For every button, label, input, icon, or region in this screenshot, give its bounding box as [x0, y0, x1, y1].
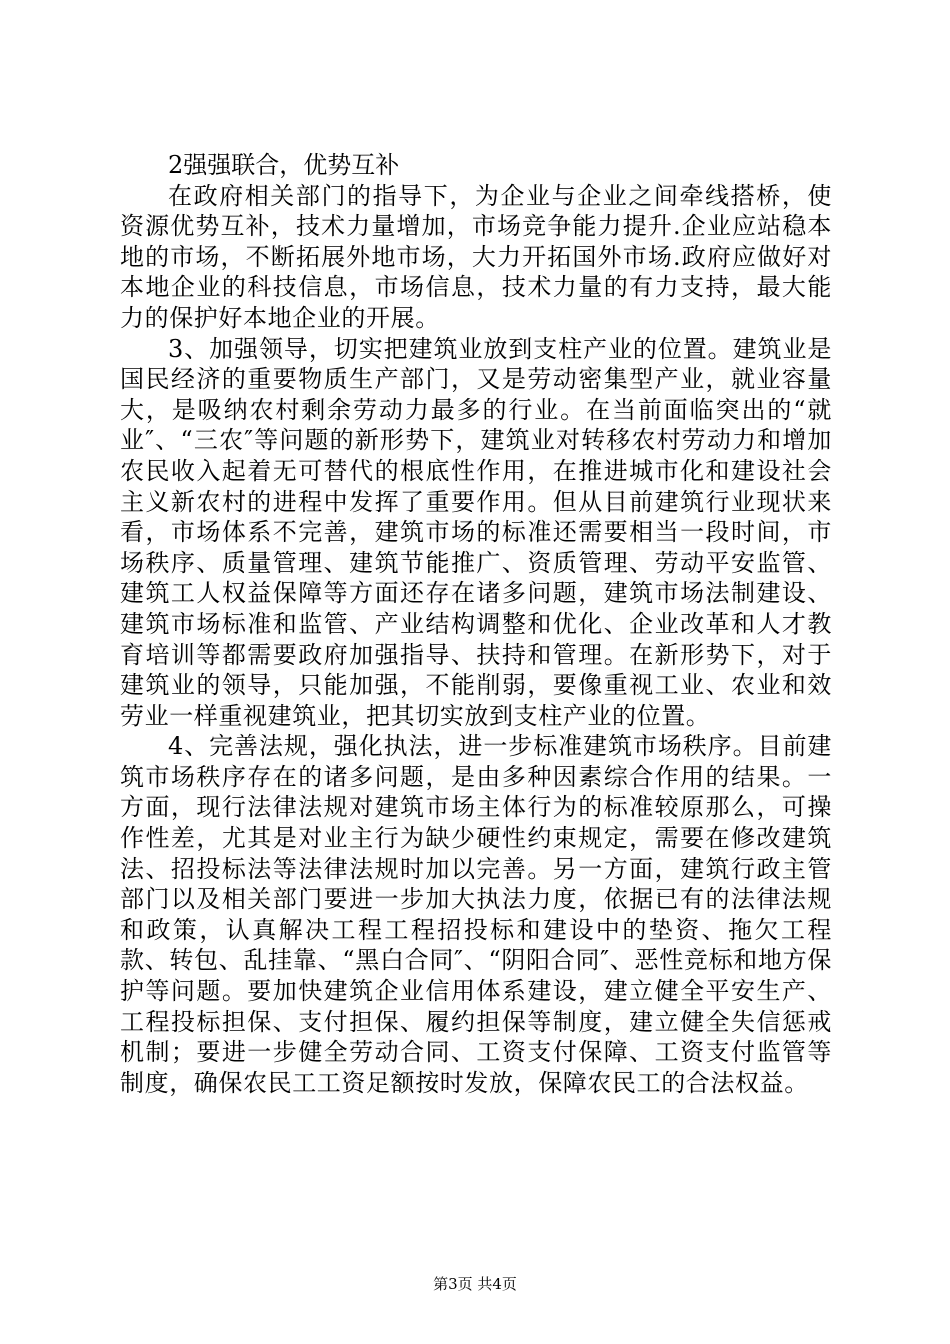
- page-number-footer: 第3页 共4页: [433, 1275, 517, 1293]
- section-heading: 2强强联合，优势互补: [168, 151, 400, 179]
- paragraph-resource-complement: 在政府相关部门的指导下，为企业与企业之间牵线搭桥，使资源优势互补，技术力量增加，市场竞争能力提升.企业应站稳本地的市场，不断拓展外地市场，大力开拓国外市场.政府应做好对本地企业的科技信息，市场信息，技术力量的有力支持，最大能力的保护好本地企业的开展。: [120, 181, 832, 332]
- paragraph-improve-regulations: 4、完善法规，强化执法，进一步标准建筑市场秩序。目前建筑市场秩序存在的诸多问题，是由多种因素综合作用的结果。一方面，现行法律法规对建筑市场主体行为的标准较原那么，可操作性差，尤其是对业主行为缺少硬性约束规定，需要在修改建筑法、招投标法等法律法规时加以完善。另一方面，建筑行政主管部门以及相关部门要进一步加大执法力度，依据已有的法律法规和政策，认真解决工程工程招投标和建设中的垫资、拖欠工程款、转包、乱挂靠、“黑白合同″、“阴阳合同″、恶性竞标和地方保护等问题。要加快建筑企业信用体系建设，建立健全平安生产、工程投标担保、支付担保、履约担保等制度，建立健全失信惩戒机制；要进一步健全劳动合同、工资支付保障、工资支付监管等制度，确保农民工工资足额按时发放，保障农民工的合法权益。: [120, 732, 832, 1097]
- document-body: [120, 150, 832, 1098]
- paragraph-strengthen-leadership: 3、加强领导，切实把建筑业放到支柱产业的位置。建筑业是国民经济的重要物质生产部门，又是劳动密集型产业，就业容量大，是吸纳农村剩余劳动力最多的行业。在当前面临突出的“就业″、“三农″等问题的新形势下，建筑业对转移农村劳动力和增加农民收入起着无可替代的根底性作用，在推进城市化和建设社会主义新农村的进程中发挥了重要作用。但从目前建筑行业现状来看，市场体系不完善，建筑市场的标准还需要相当一段时间，市场秩序、质量管理、建筑节能推广、资质管理、劳动平安监管、建筑工人权益保障等方面还存在诸多问题，建筑市场法制建设、建筑市场标准和监管、产业结构调整和优化、企业改革和人才教育培训等都需要政府加强指导、扶持和管理。在新形势下，对于建筑业的领导，只能加强，不能削弱，要像重视工业、农业和效劳业一样重视建筑业，把其切实放到支柱产业的位置。: [120, 334, 832, 730]
